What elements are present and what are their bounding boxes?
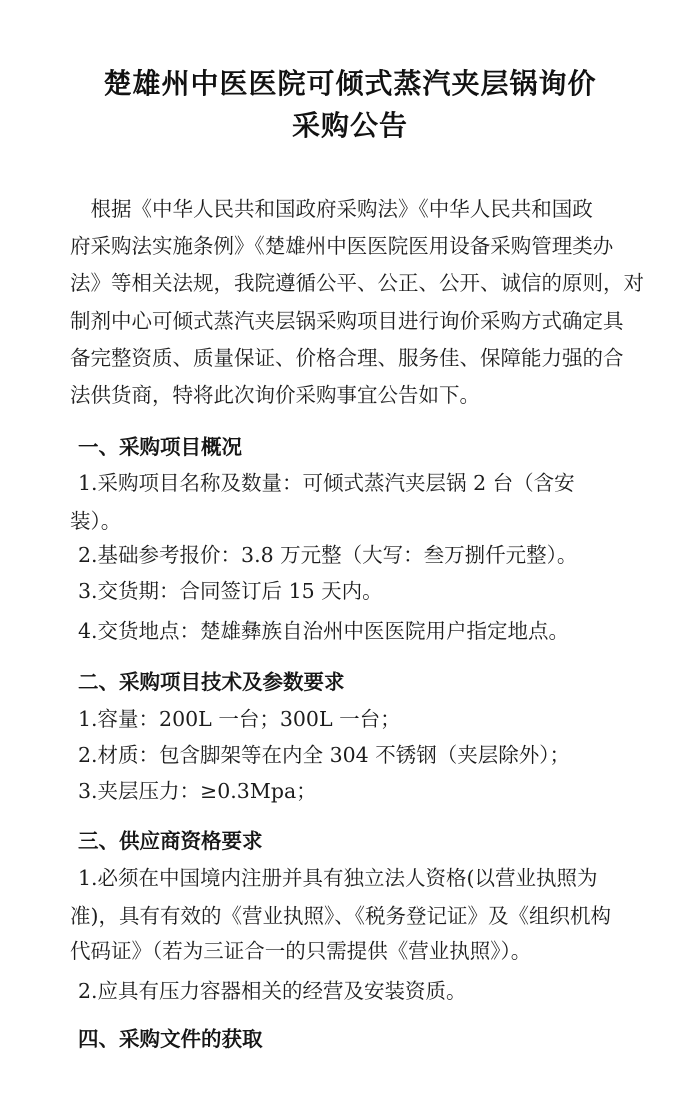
section-1-item-2: 2.基础参考报价：3.8 万元整（大写：叁万捌仟元整）。 xyxy=(78,543,578,567)
intro-line-5: 备完整资质、质量保证、价格合理、服务佳、保障能力强的合 xyxy=(70,346,624,370)
section-2-item-3: 3.夹层压力：≥0.3Mpa； xyxy=(78,779,317,803)
section-3-item-1b: 准)，具有有效的《营业执照》、《税务登记证》及《组织机构 xyxy=(70,904,611,928)
section-3-item-2: 2.应具有压力容器相关的经营及安装资质。 xyxy=(78,979,467,1003)
intro-line-6: 法供货商，特将此次询价采购事宜公告如下。 xyxy=(70,383,480,407)
section-4-heading: 四、采购文件的获取 xyxy=(78,1027,263,1051)
section-2-item-2: 2.材质：包含脚架等在内全 304 不锈钢（夹层除外）； xyxy=(78,743,570,767)
section-1-heading: 一、采购项目概况 xyxy=(78,435,242,459)
document-title-line1: 楚雄州中医医院可倾式蒸汽夹层锅询价 xyxy=(103,67,597,100)
intro-line-1: 根据《中华人民共和国政府采购法》《中华人民共和国政 xyxy=(70,197,593,221)
intro-line-2: 府采购法实施条例》《楚雄州中医医院医用设备采购管理类办 xyxy=(70,234,614,258)
section-3-item-1c: 代码证》（若为三证合一的只需提供《营业执照》）。 xyxy=(70,939,532,963)
section-1-item-1a: 1.采购项目名称及数量：可倾式蒸汽夹层锅 2 台（含安 xyxy=(78,471,575,495)
section-2-heading: 二、采购项目技术及参数要求 xyxy=(78,670,345,694)
section-1-item-3: 3.交货期：合同签订后 15 天内。 xyxy=(78,579,383,603)
section-2-item-1: 1.容量：200L 一台；300L 一台； xyxy=(78,707,401,731)
document-title-line2: 采购公告 xyxy=(291,109,408,142)
section-3-heading: 三、供应商资格要求 xyxy=(78,829,263,853)
section-1-item-1b: 装）。 xyxy=(70,509,122,533)
intro-line-4: 制剂中心可倾式蒸汽夹层锅采购项目进行询价采购方式确定具 xyxy=(70,309,624,333)
intro-line-3: 法》等相关法规，我院遵循公平、公正、公开、诚信的原则，对 xyxy=(70,271,644,295)
section-1-item-4: 4.交货地点：楚雄彝族自治州中医医院用户指定地点。 xyxy=(78,619,570,643)
section-3-item-1a: 1.必须在中国境内注册并具有独立法人资格(以营业执照为 xyxy=(78,866,598,890)
